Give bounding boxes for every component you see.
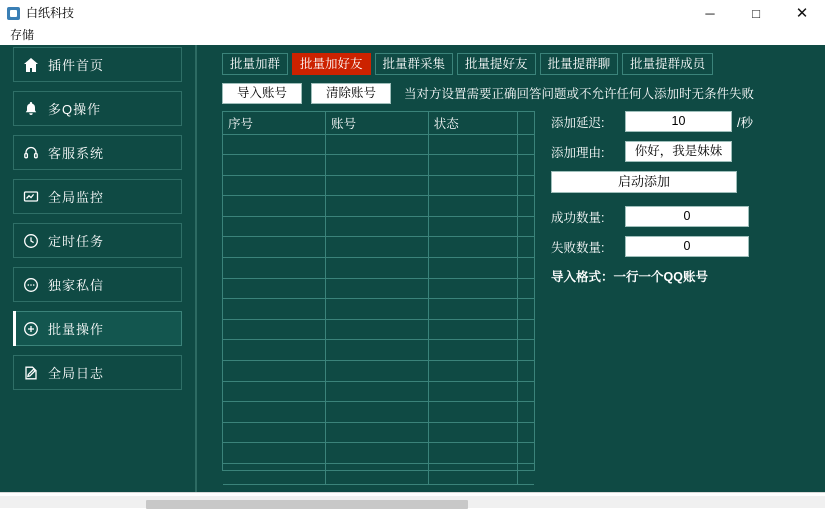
- cell-account: [326, 381, 429, 402]
- cell-index: [223, 443, 326, 464]
- cell-index: [223, 299, 326, 320]
- cell-account: [326, 340, 429, 361]
- sidebar-item-label: 全局监控: [48, 190, 105, 205]
- cell-account: [326, 319, 429, 340]
- chat-icon: [14, 277, 48, 293]
- reason-label: 添加理由:: [551, 145, 605, 160]
- tab-batch-join-group[interactable]: 批量加群: [222, 53, 288, 75]
- title-bar: [0, 0, 825, 26]
- success-label: 成功数量:: [551, 210, 605, 225]
- cell-index: [223, 422, 326, 443]
- format-hint: 导入格式：一行一个QQ账号: [551, 270, 708, 284]
- column-header-account: 账号: [326, 112, 429, 134]
- cell-status: [428, 319, 517, 340]
- table-row[interactable]: [223, 299, 534, 320]
- column-header-spacer: [517, 112, 534, 134]
- cell-index: [223, 134, 326, 155]
- plus-circle-icon: [14, 321, 48, 337]
- app-icon: [7, 7, 20, 20]
- cell-spacer: [517, 216, 534, 237]
- sidebar-item-monitor[interactable]: [13, 179, 182, 214]
- sidebar-item-home[interactable]: [13, 47, 182, 82]
- cell-index: [223, 402, 326, 423]
- cell-index: [223, 361, 326, 382]
- cell-status: [428, 402, 517, 423]
- sidebar-item-label: 插件首页: [48, 58, 105, 73]
- cell-account: [326, 175, 429, 196]
- cell-spacer: [517, 402, 534, 423]
- reason-row: [551, 141, 801, 162]
- cell-account: [326, 299, 429, 320]
- cell-status: [428, 340, 517, 361]
- sidebar-item-support[interactable]: [13, 135, 182, 170]
- cell-status: [428, 237, 517, 258]
- cell-status: [428, 134, 517, 155]
- tab-bar: [222, 51, 717, 75]
- cell-spacer: [517, 443, 534, 464]
- cell-status: [428, 299, 517, 320]
- table-row[interactable]: [223, 443, 534, 464]
- sidebar-item-label: 独家私信: [48, 278, 105, 293]
- clear-accounts-button[interactable]: 清除账号: [311, 83, 391, 104]
- pencil-note-icon: [14, 365, 48, 381]
- tab-batch-add-friend[interactable]: 批量加好友: [292, 53, 371, 75]
- close-icon[interactable]: ✕: [795, 5, 809, 22]
- cell-index: [223, 216, 326, 237]
- cell-status: [428, 381, 517, 402]
- sidebar-item-private-message[interactable]: [13, 267, 182, 302]
- cell-index: [223, 258, 326, 279]
- cell-index: [223, 237, 326, 258]
- cell-spacer: [517, 381, 534, 402]
- cell-spacer: [517, 422, 534, 443]
- cell-status: [428, 155, 517, 176]
- sidebar-item-label: 多Q操作: [48, 102, 102, 117]
- table-row[interactable]: [223, 237, 534, 258]
- fail-label: 失败数量:: [551, 240, 605, 255]
- sidebar-item-global-log[interactable]: [13, 355, 182, 390]
- app-icon-container: [0, 0, 26, 26]
- table-row[interactable]: [223, 422, 534, 443]
- window-title: 白纸科技: [26, 6, 75, 20]
- home-icon: [14, 57, 48, 73]
- delay-input[interactable]: 10: [625, 111, 732, 132]
- cell-status: [428, 216, 517, 237]
- cell-spacer: [517, 361, 534, 382]
- settings-form: [551, 111, 801, 285]
- sidebar-item-label: 全局日志: [48, 366, 105, 381]
- delay-label: 添加延迟:: [551, 115, 605, 130]
- cell-status: [428, 196, 517, 217]
- cell-account: [326, 216, 429, 237]
- cell-account: [326, 402, 429, 423]
- cell-status: [428, 278, 517, 299]
- table-row[interactable]: [223, 319, 534, 340]
- table-row[interactable]: [223, 381, 534, 402]
- cell-spacer: [517, 196, 534, 217]
- main-panel: [196, 45, 825, 492]
- cell-status: [428, 258, 517, 279]
- table-row[interactable]: [223, 134, 534, 155]
- minimize-icon[interactable]: ─: [705, 5, 715, 21]
- table-row[interactable]: [223, 175, 534, 196]
- cell-status: [428, 361, 517, 382]
- headset-icon: [14, 145, 48, 161]
- cell-status: [428, 443, 517, 464]
- status-bar: [0, 492, 825, 513]
- cell-index: [223, 196, 326, 217]
- sidebar-item-batch-operation[interactable]: [13, 311, 182, 346]
- start-add-button[interactable]: 启动添加: [551, 171, 737, 193]
- accounts-table[interactable]: [222, 111, 535, 471]
- cell-index: [223, 278, 326, 299]
- cell-account: [326, 464, 429, 485]
- monitor-icon: [14, 189, 48, 205]
- column-header-status: 状态: [428, 112, 517, 134]
- cell-index: [223, 175, 326, 196]
- cell-account: [326, 422, 429, 443]
- cell-status: [428, 422, 517, 443]
- cell-spacer: [517, 299, 534, 320]
- cell-spacer: [517, 134, 534, 155]
- import-accounts-button[interactable]: 导入账号: [222, 83, 302, 104]
- delay-row: [551, 111, 801, 132]
- table-row[interactable]: [223, 464, 534, 485]
- table-row[interactable]: [223, 196, 534, 217]
- cell-index: [223, 319, 326, 340]
- success-count: 0: [625, 206, 749, 227]
- table-row[interactable]: [223, 258, 534, 279]
- table-row[interactable]: [223, 216, 534, 237]
- cell-spacer: [517, 319, 534, 340]
- fail-count: 0: [625, 236, 749, 257]
- cell-index: [223, 155, 326, 176]
- cell-account: [326, 361, 429, 382]
- content-area: [0, 45, 825, 492]
- table-row[interactable]: [223, 340, 534, 361]
- cell-status: [428, 175, 517, 196]
- tab-batch-extract-friend[interactable]: 批量提好友: [457, 53, 536, 75]
- cell-account: [326, 278, 429, 299]
- cell-account: [326, 196, 429, 217]
- cell-account: [326, 443, 429, 464]
- cell-spacer: [517, 464, 534, 485]
- table-header-row: [223, 112, 534, 134]
- column-header-index: 序号: [223, 112, 326, 134]
- cell-index: [223, 464, 326, 485]
- fail-row: [551, 236, 801, 257]
- tab-batch-extract-group-member[interactable]: 批量提群成员: [622, 53, 713, 75]
- cell-spacer: [517, 237, 534, 258]
- cell-index: [223, 381, 326, 402]
- table-row[interactable]: [223, 361, 534, 382]
- notice-text: 当对方设置需要正确回答问题或不允许任何人添加时无条件失败: [404, 87, 755, 101]
- cell-spacer: [517, 258, 534, 279]
- cell-account: [326, 237, 429, 258]
- toolbar: [222, 81, 822, 105]
- table-row[interactable]: [223, 155, 534, 176]
- tab-batch-group-collect[interactable]: 批量群采集: [375, 53, 454, 75]
- cell-index: [223, 340, 326, 361]
- menu-bar: [0, 26, 825, 45]
- horizontal-scrollbar[interactable]: [0, 496, 825, 508]
- sidebar-item-label: 客服系统: [48, 146, 105, 161]
- cell-spacer: [517, 278, 534, 299]
- table-row[interactable]: [223, 278, 534, 299]
- cell-spacer: [517, 155, 534, 176]
- cell-spacer: [517, 175, 534, 196]
- maximize-icon[interactable]: □: [752, 5, 760, 21]
- reason-input[interactable]: 你好，我是妹妹: [625, 141, 732, 162]
- sidebar-item-label: 批量操作: [48, 322, 105, 337]
- table-body: [223, 134, 534, 484]
- menu-storage[interactable]: 存储: [10, 28, 35, 42]
- cell-account: [326, 258, 429, 279]
- cell-account: [326, 155, 429, 176]
- window-controls: [687, 0, 825, 26]
- success-row: [551, 206, 801, 227]
- table-row[interactable]: [223, 402, 534, 423]
- clock-icon: [14, 233, 48, 249]
- sidebar-item-label: 定时任务: [48, 234, 105, 249]
- cell-spacer: [517, 340, 534, 361]
- bell-icon: [14, 101, 48, 117]
- sidebar-item-multi-q[interactable]: [13, 91, 182, 126]
- tab-batch-extract-group[interactable]: 批量提群聊: [540, 53, 619, 75]
- scrollbar-thumb[interactable]: [146, 500, 468, 509]
- sidebar-item-scheduled-task[interactable]: [13, 223, 182, 258]
- delay-unit: /秒: [737, 115, 753, 130]
- cell-account: [326, 134, 429, 155]
- cell-status: [428, 464, 517, 485]
- sidebar: [0, 45, 196, 492]
